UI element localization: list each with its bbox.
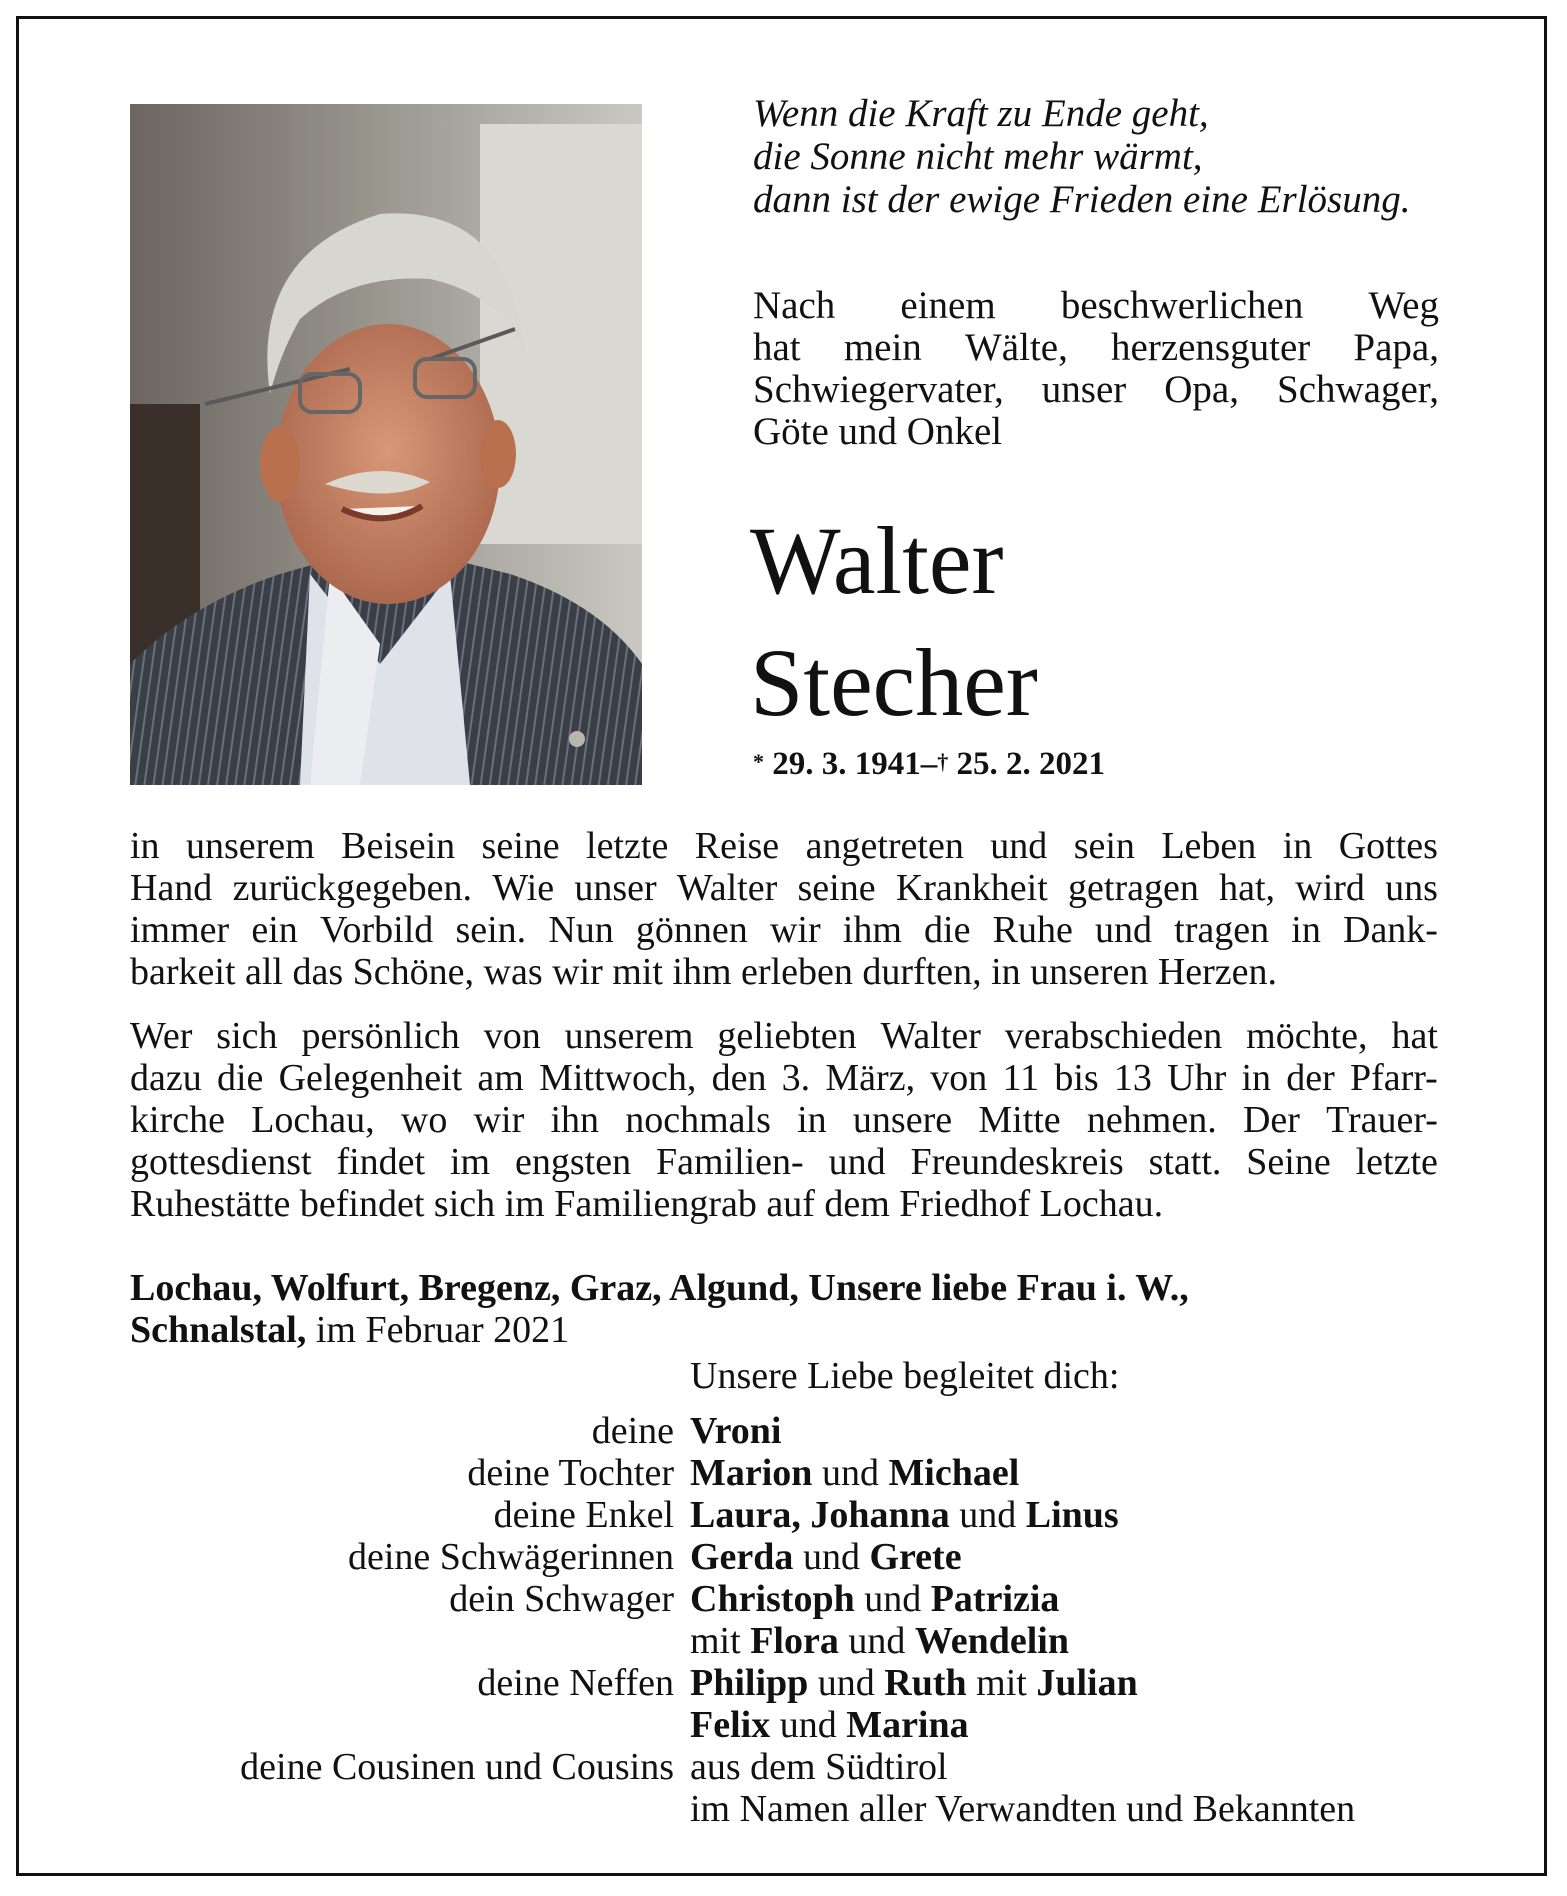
- word: letzte: [1355, 1141, 1438, 1183]
- word: 11: [1002, 1057, 1040, 1099]
- word: Mitte: [978, 1099, 1061, 1141]
- word: Seine: [1246, 1141, 1331, 1183]
- word: Mittwoch,: [539, 1057, 697, 1099]
- word: hat: [753, 326, 801, 369]
- word: Dank-: [1343, 909, 1438, 951]
- word: 13: [1113, 1057, 1152, 1099]
- word: Weg: [1368, 284, 1439, 327]
- member-name: Grete: [869, 1536, 962, 1578]
- deceased-name: [750, 500, 1038, 744]
- mourner-row: [0, 1704, 1567, 1746]
- word: unserem: [185, 825, 315, 867]
- word: gottesdienst: [130, 1141, 312, 1183]
- word: sich: [216, 1015, 278, 1057]
- word: und: [1095, 909, 1153, 951]
- word: Nun: [548, 909, 614, 951]
- member-names: [690, 1620, 1069, 1662]
- member-name: Linus: [1025, 1494, 1119, 1536]
- member-names: [690, 1410, 782, 1452]
- member-name: Marion: [690, 1452, 813, 1494]
- word: Wälte,: [964, 326, 1068, 369]
- word: unsere: [852, 1099, 953, 1141]
- last-name: Stecher: [750, 629, 1038, 736]
- word: Ruhe: [992, 909, 1073, 951]
- word: in: [130, 825, 160, 867]
- relation-label: deine Enkel: [493, 1494, 674, 1536]
- member-name: Felix: [690, 1704, 771, 1746]
- word: in: [1291, 909, 1321, 951]
- word: möchte,: [1246, 1015, 1368, 1057]
- life-dates: [753, 744, 1105, 784]
- word: Reise: [694, 825, 780, 867]
- member-names: [690, 1662, 1138, 1704]
- connector-text: und: [770, 1704, 847, 1746]
- word: unserem: [564, 1015, 694, 1057]
- member-name: Wendelin: [914, 1620, 1069, 1662]
- word: persönlich: [301, 1015, 460, 1057]
- word: ein: [251, 909, 298, 951]
- word: Pfarr-: [1349, 1057, 1438, 1099]
- word: beschwerlichen: [1060, 284, 1304, 327]
- word: die: [924, 909, 971, 951]
- word: Papa,: [1353, 326, 1439, 369]
- word: die: [216, 1057, 264, 1099]
- paragraph-line: [130, 909, 1438, 951]
- member-names: [690, 1704, 969, 1746]
- member-name: Flora: [750, 1620, 839, 1662]
- member-names: [690, 1494, 1119, 1536]
- member-name: Marina: [846, 1704, 969, 1746]
- portrait-photo: [130, 104, 642, 785]
- word: nehmen.: [1086, 1099, 1217, 1141]
- word: Hand: [130, 867, 213, 909]
- word: Familien-: [655, 1141, 804, 1183]
- word: in: [797, 1099, 827, 1141]
- word: Walter: [676, 867, 778, 909]
- word: gönnen: [635, 909, 748, 951]
- word: getragen: [1068, 867, 1199, 909]
- connector-text: und: [838, 1620, 915, 1662]
- paragraph-line: Ruhestätte befindet sich im Familiengrab auf dem Friedhof Lochau.: [130, 1183, 1164, 1225]
- relation-label: deine Schwägerinnen: [347, 1536, 674, 1578]
- word: Freundeskreis: [910, 1141, 1124, 1183]
- word: Beisein: [341, 825, 456, 867]
- member-name: Ruth: [884, 1662, 967, 1704]
- word: angetreten: [805, 825, 964, 867]
- relation-label: deine: [591, 1410, 674, 1452]
- word: unser: [1041, 368, 1127, 411]
- word: wir: [769, 909, 821, 951]
- word: immer: [130, 909, 230, 951]
- connector-text: mit: [966, 1662, 1037, 1704]
- word: einem: [900, 284, 996, 327]
- mourners-heading: Unsere Liebe begleitet dich:: [690, 1355, 1120, 1397]
- member-names: [690, 1536, 962, 1578]
- connector-text: im Namen aller Verwandten und Bekannten: [690, 1788, 1356, 1830]
- birth-date: 29. 3. 1941: [772, 746, 921, 782]
- word: unser: [574, 867, 657, 909]
- word: Nach: [753, 284, 836, 327]
- relation-label: deine Tochter: [467, 1452, 674, 1494]
- paragraph-line: [130, 1015, 1438, 1057]
- relation-label: deine Cousinen und Cousins: [240, 1746, 674, 1788]
- word: sein: [1073, 825, 1135, 867]
- word: findet: [336, 1141, 426, 1183]
- word: und: [828, 1141, 886, 1183]
- word: im: [449, 1141, 491, 1183]
- word: von: [930, 1057, 988, 1099]
- connector-text: und: [854, 1578, 931, 1620]
- word: seine: [481, 825, 560, 867]
- word: uns: [1385, 867, 1438, 909]
- poem-line: dann ist der ewige Frieden eine Erlösung.: [753, 178, 1411, 221]
- connector-text: aus dem Südtirol: [690, 1746, 948, 1788]
- connector-text: mit: [690, 1620, 751, 1662]
- word: engsten: [514, 1141, 632, 1183]
- word: bis: [1054, 1057, 1099, 1099]
- word: statt.: [1148, 1141, 1222, 1183]
- connector-text: und: [793, 1536, 870, 1578]
- word: wird: [1295, 867, 1365, 909]
- word: ihn: [550, 1099, 600, 1141]
- member-name: Christoph: [690, 1578, 855, 1620]
- paragraph-line: [130, 1057, 1438, 1099]
- word: Opa,: [1164, 368, 1239, 411]
- places-line: Lochau, Wolfurt, Bregenz, Graz, Algund, Unsere liebe Frau i. W.,: [130, 1267, 1189, 1309]
- word: den: [711, 1057, 767, 1099]
- member-name: Julian: [1036, 1662, 1138, 1704]
- word: der: [1286, 1057, 1335, 1099]
- word: Uhr: [1167, 1057, 1227, 1099]
- word: Schwiegervater,: [753, 368, 1004, 411]
- mourner-row: [0, 1788, 1567, 1830]
- word: wo: [400, 1099, 448, 1141]
- paragraph-line: barkeit all das Schöne, was wir mit ihm erleben durften, in unseren Herzen.: [130, 951, 1278, 993]
- word: tragen: [1174, 909, 1270, 951]
- mourner-row: [0, 1746, 1567, 1788]
- connector-text: und: [808, 1662, 885, 1704]
- word: Wer: [130, 1015, 193, 1057]
- member-name: Vroni: [690, 1410, 782, 1452]
- paragraph-line: [130, 1099, 1438, 1141]
- mourner-row: [0, 1578, 1567, 1620]
- word: Vorbild: [319, 909, 434, 951]
- word: März,: [825, 1057, 916, 1099]
- mourner-row: [0, 1620, 1567, 1662]
- word: Gottes: [1338, 825, 1438, 867]
- word: verabschieden: [1004, 1015, 1223, 1057]
- member-names: [690, 1578, 1059, 1620]
- word: Gelegenheit: [278, 1057, 463, 1099]
- word: in: [1241, 1057, 1272, 1099]
- mourner-row: [0, 1536, 1567, 1578]
- word: Lochau,: [251, 1099, 375, 1141]
- date-line: im Februar 2021: [306, 1309, 570, 1351]
- first-name: Walter: [750, 507, 1004, 614]
- intro-text: [753, 285, 1439, 453]
- word: sein.: [455, 909, 527, 951]
- word: 3.: [781, 1057, 811, 1099]
- paragraph-passing: [130, 825, 1438, 993]
- member-name: Patrizia: [930, 1578, 1060, 1620]
- word: und: [990, 825, 1048, 867]
- places-and-date: [130, 1267, 1189, 1351]
- word: mein: [843, 326, 922, 369]
- word: geliebten: [717, 1015, 857, 1057]
- member-names: [690, 1452, 1019, 1494]
- word: zurückgegeben.: [232, 867, 473, 909]
- poem-line: Wenn die Kraft zu Ende geht,: [753, 92, 1209, 135]
- word: in: [1282, 825, 1313, 867]
- death-symbol: †: [937, 749, 949, 774]
- word: Trauer-: [1326, 1099, 1438, 1141]
- intro-line: [753, 327, 1439, 369]
- death-date: 25. 2. 2021: [956, 746, 1105, 782]
- connector-text: und: [949, 1494, 1026, 1536]
- word: dazu: [130, 1057, 202, 1099]
- paragraph-line: [130, 825, 1438, 867]
- opening-poem: [753, 92, 1443, 221]
- mourner-row: [0, 1452, 1567, 1494]
- member-name: Gerda: [690, 1536, 794, 1578]
- word: kirche: [130, 1099, 225, 1141]
- word: Der: [1242, 1099, 1300, 1141]
- places-line-bold: Schnalstal,: [130, 1309, 307, 1351]
- word: hat: [1391, 1015, 1438, 1057]
- word: hat,: [1219, 867, 1276, 909]
- mourners-list: [0, 1410, 1567, 1830]
- intro-line: [753, 369, 1439, 411]
- paragraph-farewell: [130, 1015, 1438, 1225]
- word: wir: [473, 1099, 525, 1141]
- mourner-row: [0, 1662, 1567, 1704]
- intro-line: Göte und Onkel: [753, 410, 1003, 453]
- connector-text: und: [812, 1452, 889, 1494]
- member-name: Laura, Johanna: [690, 1494, 950, 1536]
- word: seine: [797, 867, 876, 909]
- member-name: Michael: [888, 1452, 1020, 1494]
- relation-label: dein Schwager: [449, 1578, 674, 1620]
- word: letzte: [586, 825, 669, 867]
- word: Schwager,: [1277, 368, 1439, 411]
- member-name: Philipp: [690, 1662, 809, 1704]
- word: Krankheit: [895, 867, 1048, 909]
- mourner-row: [0, 1494, 1567, 1536]
- word: nochmals: [625, 1099, 771, 1141]
- word: ihm: [842, 909, 902, 951]
- word: herzensguter: [1111, 326, 1311, 369]
- date-dash: –: [920, 746, 938, 782]
- word: am: [477, 1057, 524, 1099]
- member-names: [690, 1746, 948, 1788]
- paragraph-line: [130, 867, 1438, 909]
- relation-label: deine Neffen: [477, 1662, 674, 1704]
- member-names: [690, 1788, 1355, 1830]
- word: Leben: [1161, 825, 1257, 867]
- intro-line: [753, 285, 1439, 327]
- mourner-row: [0, 1410, 1567, 1452]
- paragraph-line: [130, 1141, 1438, 1183]
- poem-line: die Sonne nicht mehr wärmt,: [753, 135, 1203, 178]
- word: von: [483, 1015, 541, 1057]
- birth-symbol: *: [753, 749, 764, 774]
- word: Walter: [880, 1015, 981, 1057]
- word: Wie: [492, 867, 555, 909]
